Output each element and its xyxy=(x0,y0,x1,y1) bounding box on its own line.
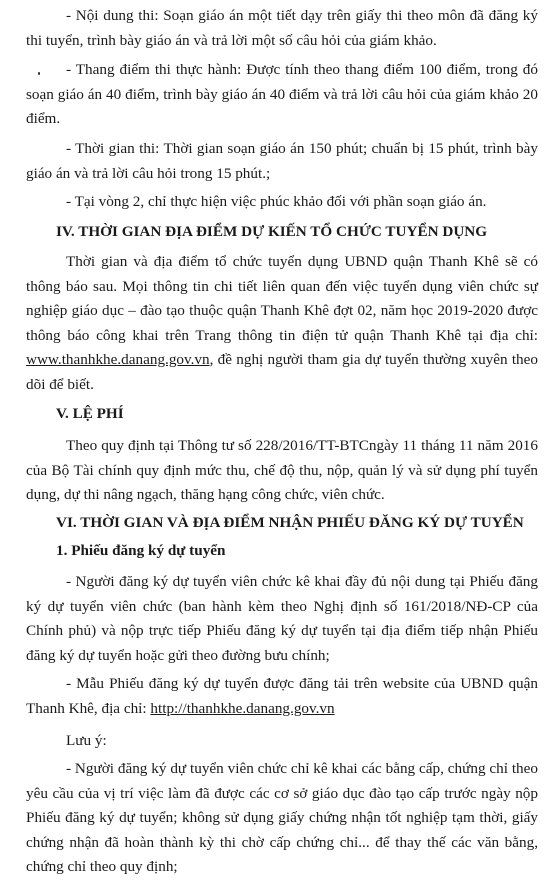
district-website-link[interactable]: www.thanhkhe.danang.gov.vn xyxy=(26,351,210,368)
fee-regulation-paragraph: Theo quy định tại Thông tư số 228/2016/TT-BTCngày 11 tháng 11 năm 2016 của Bộ Tài chính quy định mức thu, chế độ thu, nộp, quản lý và sử dụng phí tuyển dụng, dự thi nâng ngạch, thăng hạng công chức, viên chức. xyxy=(26,437,538,503)
form-template-paragraph xyxy=(26,672,538,721)
schedule-location-tail: , đề nghị người tham gia dự tuyển thường xuyên theo dõi để biết. xyxy=(26,351,538,393)
form-download-link[interactable]: http://thanhkhe.danang.gov.vn xyxy=(150,699,335,717)
schedule-location-paragraph xyxy=(26,250,538,397)
section-vi-heading: VI. THỜI GIAN VÀ ĐỊA ĐIỂM NHẬN PHIẾU ĐĂNG KÝ DỰ TUYỂN xyxy=(56,514,524,531)
note-content-paragraph: - Người đăng ký dự tuyển viên chức chỉ kê khai các bằng cấp, chứng chỉ theo yêu cầu của vị trí việc làm đã được các cơ sở giáo dục đào tạo cấp trước ngày nộp Phiếu đăng ký dự tuyển; không sử dụng giấy chứng nhận tốt nghiệp tạm thời, giấy chứng nhận đã hoàn thành kỳ thi chờ cấp chứng chỉ... để thay thế các văn bằng, chứng chỉ theo quy định; xyxy=(26,760,538,875)
subsection-1-heading: 1. Phiếu đăng ký dự tuyển xyxy=(56,542,226,559)
exam-time-paragraph: - Thời gian thi: Thời gian soạn giáo án 150 phút; chuẩn bị 15 phút, trình bày giáo án và trả lời câu hỏi trong 15 phút.; xyxy=(26,140,538,182)
schedule-location-text: Thời gian và địa điểm tổ chức tuyển dụng UBND quận Thanh Khê sẽ có thông báo sau. Mọi thông tin chi tiết liên quan đến việc tuyển dụng viên chức sự nghiệp giáo dục – đào tạo thuộc quận Thanh Khê đợt 02, năm học 2019-2020 được thông báo công khai trên Trang thông tin điện tử quận Thanh Khê tại địa chỉ: xyxy=(26,253,538,344)
section-iv-heading: IV. THỜI GIAN ĐỊA ĐIỂM DỰ KIẾN TỔ CHỨC TUYỂN DỤNG xyxy=(56,223,488,240)
registration-form-paragraph: - Người đăng ký dự tuyển viên chức kê khai đầy đủ nội dung tại Phiếu đăng ký dự tuyển viên chức (ban hành kèm theo Nghị định số 161/2018/NĐ-CP của Chính phủ) và nộp trực tiếp Phiếu đăng ký dự tuyển tại địa điểm tiếp nhận Phiếu đăng ký dự tuyển hoặc gửi theo đường bưu chính; xyxy=(26,573,538,664)
section-v-heading: V. LỆ PHÍ xyxy=(56,405,124,422)
exam-content-paragraph: - Nội dung thi: Soạn giáo án một tiết dạy trên giấy thi theo môn đã đăng ký thi tuyển, trình bày giáo án và trả lời một số câu hỏi của giám khảo. xyxy=(26,7,538,49)
form-template-text: - Mẫu Phiếu đăng ký dự tuyển được đăng tải trên website của UBND quận Thanh Khê, địa chỉ: xyxy=(26,675,538,717)
grading-scale-paragraph: - Thang điểm thi thực hành: Được tính theo thang điểm 100 điểm, trong đó soạn giáo án 40 điểm, trình bày giáo án 40 điểm và trả lời câu hỏi của giám khảo 20 điểm. xyxy=(26,61,538,127)
round-2-review-paragraph: - Tại vòng 2, chỉ thực hiện việc phúc khảo đối với phần soạn giáo án. xyxy=(66,193,487,210)
note-label: Lưu ý: xyxy=(66,732,107,749)
